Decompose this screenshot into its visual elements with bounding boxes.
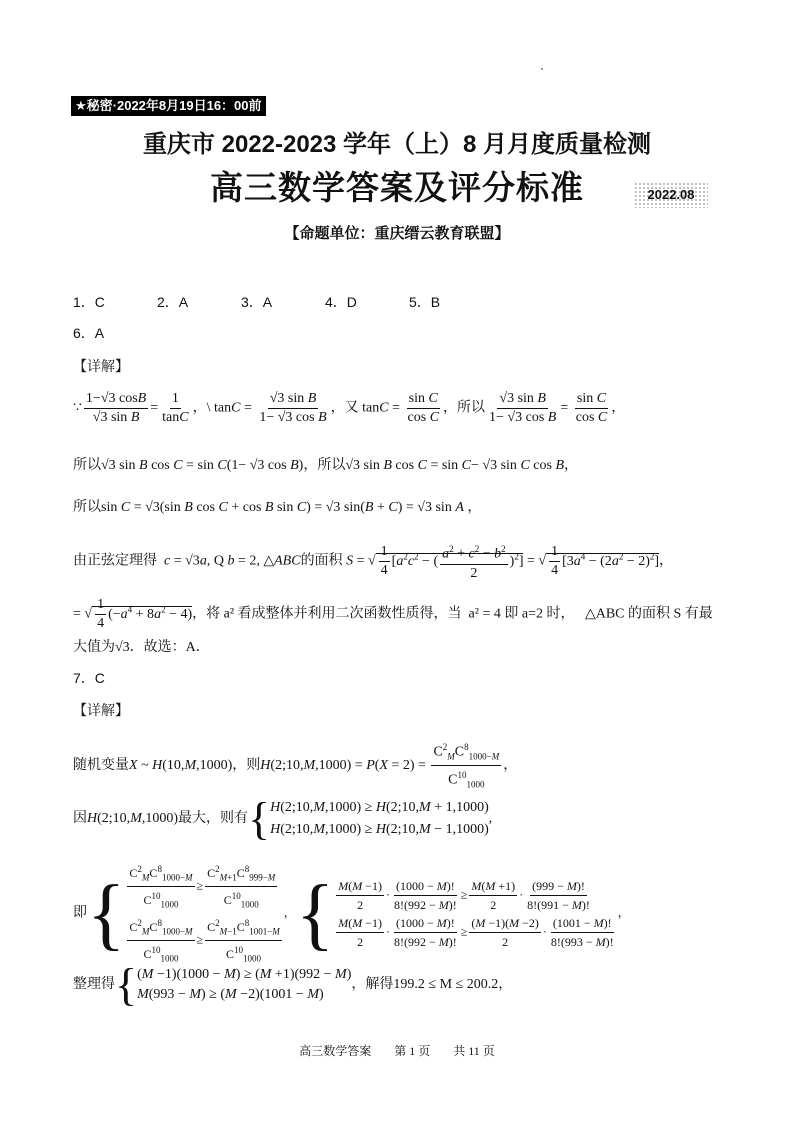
answer-4: 4．D	[325, 294, 357, 310]
q7-eq-line4: 整理得{(M −1)(1000 − M) ≥ (M +1)(992 − M) M(993 − M) ≥ (M −2)(1001 − M)，解得199.2 ≤ M ≤ 200.2，	[73, 959, 513, 1010]
exam-title: 重庆市 2022-2023 学年（上）8 月月度质量检测	[142, 131, 652, 158]
answer-3: 3．A	[241, 294, 273, 310]
q6-l4-mid: 的面积	[300, 553, 343, 569]
q7-detail-heading: 【详解】	[73, 702, 129, 718]
q7-eq-line3: 即{ $\frac{C^2_MC^8_{1000-M}}{C^{10}_{1000}}$ ≥ $\frac{C^2_{M+1}C^8_{999-M}}{C^{10}_{1000}}$ $\frac{C^2_MC^8_{1000-M}}{C^{10}_{1000}}$ ≥ $\frac{C^2_{M-1}C^8_{1001-M}}{C^{10}_{1000}}$ ，{ $\frac{M(M -1)}{2}$ · $\frac{(1000 - M)!}{8!(992 - M)!}$ ≥ $\frac{M(M +1)}{2}$ · $\frac{(999 - M)!}{8!(991 - M)!}$ $\frac{M(M -1)}{2}$ · $\frac{(1000 - M)!}{8!(992 - M)!}$ ≥ $\frac{(M -1)(M -2)}{2}$ · $\frac{(1001 - M)!}{8!(993 - M)!}$ ，	[73, 860, 630, 968]
q7-l1-prefix: 随机变量	[73, 758, 129, 774]
q7-l2-prefix: 因	[73, 811, 87, 827]
q6-l5-cond: a² = 4 即 a=2 时，	[468, 606, 575, 622]
q6-l2-mid: ，所以	[303, 458, 346, 473]
date-badge: 2022.08	[634, 182, 708, 208]
answer-title: 高三数学答案及评分标准	[210, 169, 584, 206]
page-footer	[0, 1042, 794, 1059]
q6-l5-text: ，将 a² 看成整体并利用二次函数性质得，当	[192, 606, 462, 622]
answer-6: 6．A	[73, 325, 105, 341]
q7-l4-solve: ，解得	[351, 977, 394, 993]
q6-eq-line4: 由正弦定理得 c = √3a, Q b = 2, △ABC的面积 S = √ $\frac{1}{4}$ [$a^2c^2$ − ( $\frac{a^2 + c^2 - b^2}{2}$ )$^2$] = √ $\frac{1}{4}$ $[3a^4 - (2a^2 - 2)^2]$，	[73, 540, 673, 583]
q6-eq-line2: 所以√3 sin B cos C = sin C(1− √3 cos B)，所以√3 sin B cos C = sin C− √3 sin C cos B，	[73, 458, 579, 473]
q6-l4-prefix: 由正弦定理得	[73, 553, 157, 569]
secret-label: ★秘密·2022年8月19日16：00前	[71, 96, 266, 116]
q6-l3-prefix: 所以	[73, 500, 101, 515]
answer-2: 2．A	[157, 294, 189, 310]
q7-eq-line1: 随机变量X ~ H(10,M,1000)，则H(2;10,M,1000) = P(X = 2) = $\frac{C^2_MC^8_{1000-M}}{C^{10}_{1000}}$ ，	[73, 738, 517, 794]
answer-7: 7．C	[73, 670, 105, 686]
q6-detail-heading: 【详解】	[73, 358, 129, 374]
q7-l2-mid: 最大，则有	[178, 811, 249, 827]
issuing-unit: 【命题单位：重庆缙云教育联盟】	[284, 225, 510, 242]
q6-eq-line1: ∵ $\frac{1-√3 \cos B}{\text{√3 sin B}}$ = $\frac{1}{\tan C}$ ，\ tanC = $\frac{\text{√3 sin B}}{\text{1− √3 cos B}}$ ，又 tanC = $\frac{\text{sin C}}{\text{cos C}}$ ，所以 $\frac{\text{√3 sin B}}{\text{1− √3 cos B}}$ = $\frac{\text{sin C}}{\text{cos C}}$ ，	[73, 391, 626, 425]
footer-doc: 高三数学答案	[299, 1044, 372, 1058]
q7-l4-result: 199.2 ≤ M ≤ 200.2，	[393, 977, 513, 993]
q7-eq-line2: 因H(2;10,M,1000)最大，则有{H(2;10,M,1000) ≥ H(2;10,M + 1,1000) H(2;10,M,1000) ≥ H(2;10,M − 1,1000),	[73, 793, 493, 844]
corner-dot	[541, 68, 543, 70]
answer-1: 1．C	[73, 294, 105, 310]
q7-l3-prefix: 即	[73, 905, 87, 921]
q6-conclusion: 大值为√3．故选：A．	[73, 640, 210, 655]
q6-l5-end: △ABC 的面积 S 有最	[584, 606, 713, 622]
q6-l2-prefix: 所以	[73, 458, 101, 473]
q6-eq-line3: 所以sin C = √3(sin B cos C + cos B sin C) = √3 sin(B + C) = √3 sin A ，	[73, 500, 482, 515]
q6-eq-line5: = √ $\frac{1}{4}$ $(-a^4 + 8a^2 - 4)$，将 a² 看成整体并利用二次函数性质得，当 a² = 4 即 a=2 时， △ABC 的面积 S 有最	[73, 597, 713, 631]
q7-l4-prefix: 整理得	[73, 977, 115, 993]
footer-total: 共 11 页	[453, 1044, 495, 1058]
answer-5: 5．B	[409, 294, 441, 310]
q7-l1-mid: ，则	[232, 758, 261, 774]
footer-page: 第 1 页	[394, 1044, 431, 1058]
